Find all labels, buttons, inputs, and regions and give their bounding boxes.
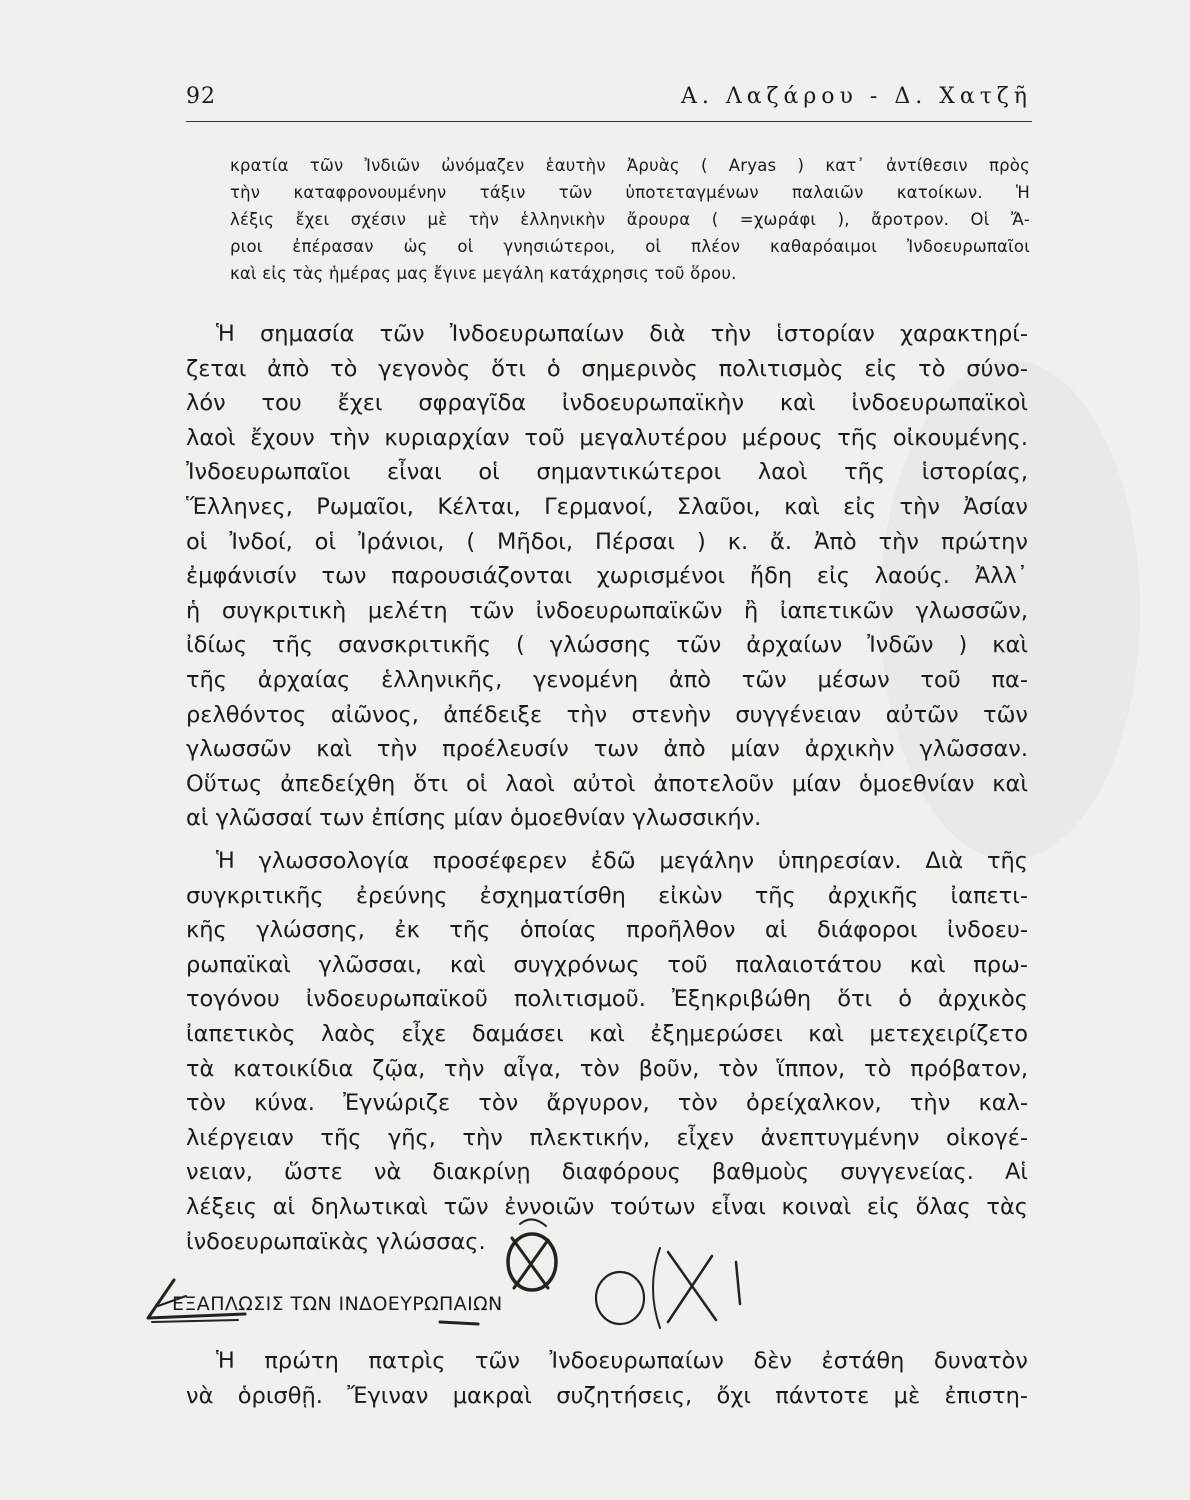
text-line: τῆς ἀρχαίας ἑλληνικῆς, γενομένη ἀπὸ τῶν μέσων τοῦ πα-: [186, 666, 1028, 693]
text-line: ἐμφάνισίν των παρουσιάζονται χωρισμένοι ἤδη εἰς λαούς. Ἀλλ᾽: [186, 563, 1028, 590]
footnote-line: ριοι ἐπέρασαν ὡς οἱ γνησιώτεροι, οἱ πλέον καθαρόαιμοι Ἰνδοευρωπαῖοι: [230, 237, 1030, 256]
text-line: ρωπαϊκαὶ γλῶσσαι, καὶ συγχρόνως τοῦ παλαιοτάτου καὶ πρω-: [186, 951, 1028, 978]
text-line: νειαν, ὥστε νὰ διακρίνῃ διαφόρους βαθμοὺς συγγενείας. Αἱ: [186, 1159, 1028, 1186]
text-line: κῆς γλώσσης, ἐκ τῆς ὁποίας προῆλθον αἱ διάφοροι ἰνδοευ-: [186, 917, 1028, 944]
body-paragraph-1: [186, 317, 1028, 836]
text-line: Ἡ σημασία τῶν Ἰνδοευρωπαίων διὰ τὴν ἱστορίαν χαρακτηρί-: [216, 321, 1028, 347]
footnote-line: τὴν καταφρονουμένην τάξιν τῶν ὑποτεταγμένων παλαιῶν κατοίκων. Ἡ: [230, 183, 1030, 202]
text-line: ἰδίως τῆς σανσκριτικῆς ( γλώσσης τῶν ἀρχαίων Ἰνδῶν ) καὶ: [186, 632, 1028, 659]
text-line: ἰαπετικὸς λαὸς εἶχε δαμάσει καὶ ἐξημερώσει καὶ μετεχειρίζετο: [186, 1020, 1028, 1047]
text-line: ρελθόντος αἰῶνος, ἀπέδειξε τὴν στενὴν συγγένειαν αὐτῶν τῶν: [186, 701, 1028, 728]
page-number: 92: [186, 84, 216, 109]
handwritten-i: [736, 1262, 740, 1304]
running-head: Α. Λαζάρου - Δ. Χατζῆ: [680, 84, 1032, 109]
body-paragraph-3: [186, 1344, 1028, 1413]
text-line: ζεται ἀπὸ τὸ γεγονὸς ὅτι ὁ σημερινὸς πολιτισμὸς εἰς τὸ σύνο-: [186, 355, 1028, 382]
footnote-paragraph: [230, 152, 1030, 287]
text-line: λόν του ἔχει σφραγῖδα ἰνδοευρωπαϊκὴν καὶ ἰνδοευρωπαϊκοὶ: [186, 390, 1028, 417]
text-line: οἱ Ἰνδοί, οἱ Ἰράνιοι, ( Μῆδοι, Πέρσαι ) κ. ἄ. Ἀπὸ τὴν πρώτην: [186, 528, 1028, 555]
pencil-underline: [440, 1322, 478, 1324]
text-line: Οὕτως ἀπεδείχθη ὅτι οἱ λαοὶ αὐτοὶ ἀποτελοῦν μίαν ὁμοεθνίαν καὶ: [186, 770, 1028, 797]
page-header: [186, 84, 1032, 114]
section-heading: ΕΞΑΠΛΩΣΙΣ ΤΩΝ ΙΝΔΟΕΥΡΩΠΑΙΩΝ: [172, 1293, 503, 1315]
handwritten-x: [668, 1252, 716, 1322]
text-line: λαοὶ ἔχουν τὴν κυριαρχίαν τοῦ μεγαλυτέρου μέρους τῆς οἰκουμένης.: [186, 424, 1028, 451]
text-line: Ἡ πρώτη πατρὶς τῶν Ἰνδοευρωπαίων δὲν ἐστάθη δυνατὸν: [216, 1348, 1028, 1374]
handwritten-o: [596, 1272, 644, 1324]
text-line: συγκριτικῆς ἐρεύνης ἐσχηματίσθη εἰκὼν τῆς ἀρχικῆς ἰαπετι-: [186, 882, 1028, 909]
header-rule: [186, 121, 1032, 122]
text-line: τογόνου ἰνδοευρωπαϊκοῦ πολιτισμοῦ. Ἐξηκριβώθη ὅτι ὁ ἀρχικὸς: [186, 986, 1028, 1013]
pencil-stroke: [152, 1320, 238, 1322]
text-line: Ἰνδοευρωπαῖοι εἶναι οἱ σημαντικώτεροι λαοὶ τῆς ἱστορίας,: [186, 459, 1028, 486]
footnote-line: καὶ εἰς τὰς ἡμέρας μας ἔγινε μεγάλη κατάχρησις τοῦ ὅρου.: [230, 264, 737, 283]
footnote-block: [230, 152, 1030, 287]
text-line: Ἡ γλωσσολογία προσέφερεν ἐδῶ μεγάλην ὑπηρεσίαν. Διὰ τῆς: [216, 848, 1028, 874]
text-line: ἰνδοευρωπαϊκὰς γλώσσας.: [186, 1228, 486, 1255]
text-line: νὰ ὁρισθῇ. Ἔγιναν μακραὶ συζητήσεις, ὄχι πάντοτε μὲ ἐπιστη-: [186, 1382, 1028, 1409]
text-line: Ἕλληνες, Ρωμαῖοι, Κέλται, Γερμανοί, Σλαῦοι, καὶ εἰς τὴν Ἀσίαν: [186, 493, 1028, 520]
text-line: τὸν κύνα. Ἐγνώριζε τὸν ἄργυρον, τὸν ὀρείχαλκον, τὴν καλ-: [186, 1090, 1028, 1117]
text-line: γλωσσῶν καὶ τὴν προέλευσίν των ἀπὸ μίαν ἀρχικὴν γλῶσσαν.: [186, 736, 1028, 763]
text-line: λιέργειαν τῆς γῆς, τὴν πλεκτικήν, εἶχεν ἀνεπτυγμένην οἰκογέ-: [186, 1124, 1028, 1151]
body-paragraph-2: [186, 844, 1028, 1259]
footnote-line: κρατία τῶν Ἰνδιῶν ὠνόμαζεν ἑαυτὴν Ἀρυὰς ( Aryas ) κατ᾽ ἀντίθεσιν πρὸς: [230, 156, 1030, 175]
text-line: ἡ συγκριτικὴ μελέτη τῶν ἰνδοευρωπαϊκῶν ἢ ἰαπετικῶν γλωσσῶν,: [186, 597, 1028, 624]
footnote-line: λέξις ἔχει σχέσιν μὲ τὴν ἑλληνικὴν ἄρουρα ( =χωράφι ), ἄροτρον. Οἱ Ἄ-: [230, 210, 1030, 229]
text-line: λέξεις αἱ δηλωτικαὶ τῶν ἐννοιῶν τούτων εἶναι κοιναὶ εἰς ὅλας τὰς: [186, 1193, 1028, 1220]
text-line: αἱ γλῶσσαί των ἐπίσης μίαν ὁμοεθνίαν γλωσσικήν.: [186, 805, 762, 832]
handwritten-parenthesis: [653, 1248, 660, 1328]
text-line: τὰ κατοικίδια ζῷα, τὴν αἶγα, τὸν βοῦν, τὸν ἵππον, τὸ πρόβατον,: [186, 1055, 1028, 1082]
